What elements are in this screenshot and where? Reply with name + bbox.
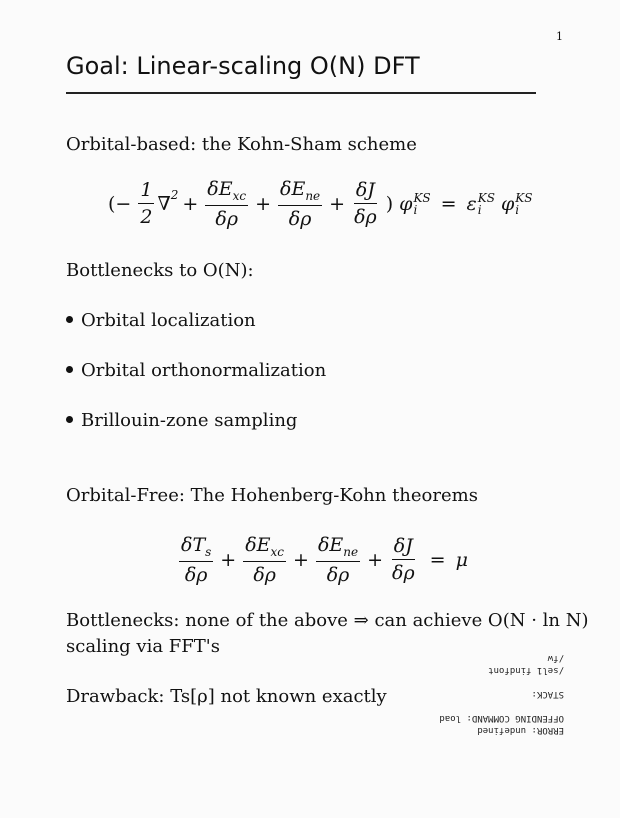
of-equation: $\frac{\delta T_s}{\delta\rho}$ + $\frac{\delta E_{xc}}{\delta\rho}$ + $\frac{\delta E_{ne}}{\delta\rho}$ + $\frac{\delta J}{\delta\rho}$ = μ (181, 534, 468, 586)
page-title (66, 52, 420, 80)
bullet-dot (66, 316, 73, 323)
error-line: /sel1 findfont (488, 665, 564, 675)
drawback-line: Drawback: Ts[ρ] not known exactly (66, 686, 387, 707)
ks-equation: (− $\frac{1}{2}$ ∇ 2 + $\frac{\delta E_{xc}}{\delta\rho}$ + $\frac{\delta E_{ne}}{\delta\rho}$ + $\frac{\delta J}{\delta\rho}$ ) φ KS i = ε KS i φ KS i (108, 178, 533, 230)
title-rule (66, 92, 536, 94)
bullet-dot (66, 366, 73, 373)
postscript-error-block (414, 652, 564, 736)
error-line (414, 700, 564, 712)
page-number: 1 (556, 30, 563, 43)
error-line: ERROR: undefined (477, 725, 564, 735)
error-line: STACK: (531, 689, 564, 699)
bullet-item: Brillouin-zone sampling (66, 410, 297, 431)
bullet-item: Orbital orthonormalization (66, 360, 326, 381)
bullet-dot (66, 416, 73, 423)
bottlenecks-line2: scaling via FFT's (66, 636, 220, 657)
bottlenecks-line1: Bottlenecks: none of the above ⇒ can achieve O(N · ln N) (66, 610, 589, 631)
error-line (414, 676, 564, 688)
bottlenecks-heading: Bottlenecks to O(N): (66, 260, 254, 281)
error-line: OFFENDING COMMAND: load (439, 713, 564, 723)
orbital-free-heading: Orbital-Free: The Hohenberg-Kohn theorems (66, 485, 478, 506)
title-text: Goal: Linear-scaling O(N) DFT (66, 52, 420, 80)
error-line: /fw (547, 653, 564, 663)
bullet-item: Orbital localization (66, 310, 256, 331)
orbital-based-heading: Orbital-based: the Kohn-Sham scheme (66, 134, 417, 155)
